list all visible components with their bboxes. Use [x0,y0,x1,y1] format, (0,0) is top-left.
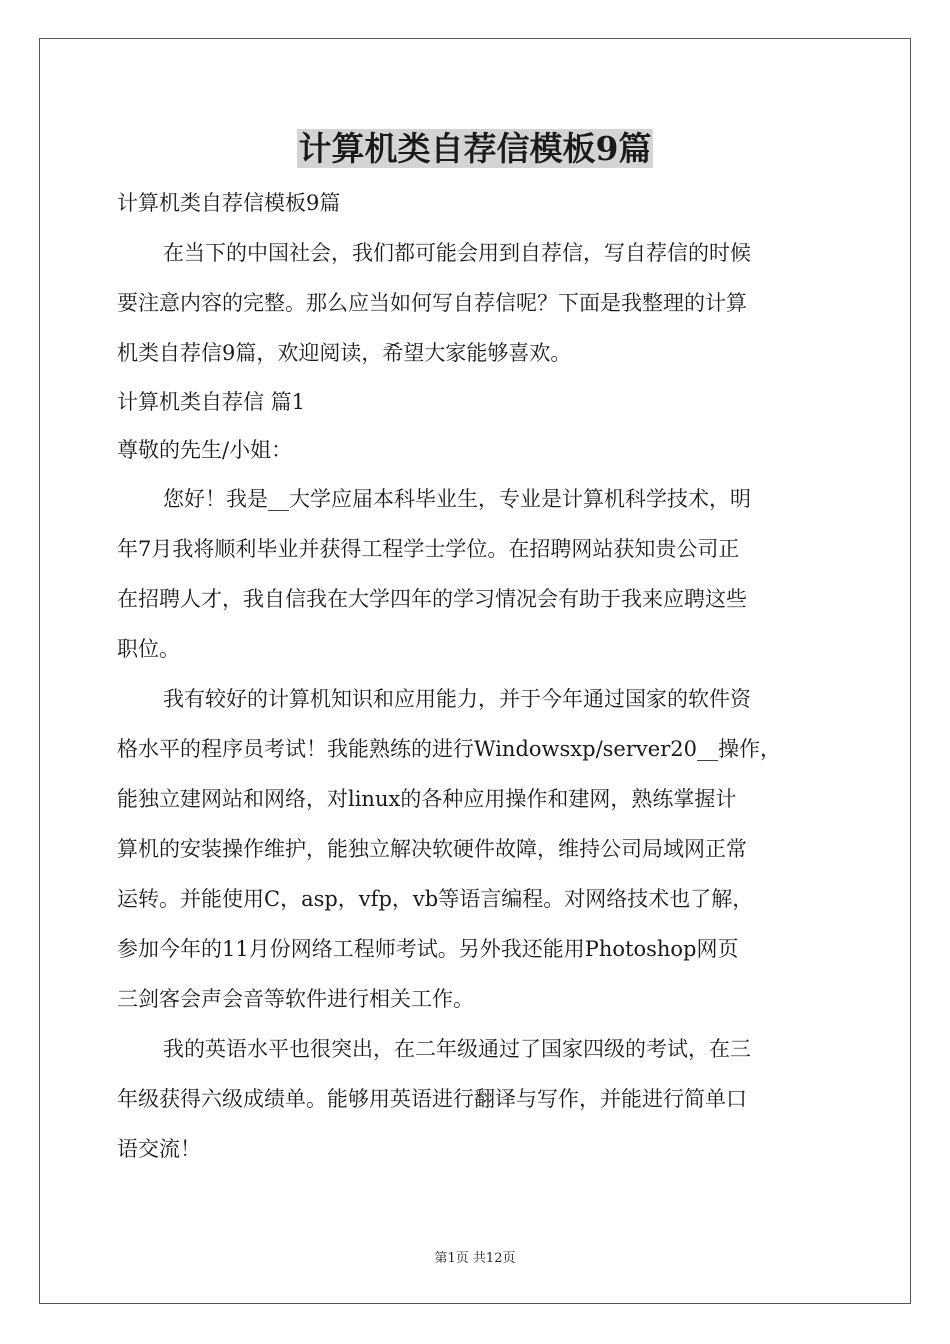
body-line: 在招聘人才，我自信我在大学四年的学习情况会有助于我来应聘这些 [117,587,747,611]
body-line: 我的英语水平也很突出，在二年级通过了国家四级的考试，在三 [163,1037,751,1061]
body-line: 算机的安装操作维护，能独立解决软硬件故障，维持公司局域网正常 [117,837,747,861]
body-line: 年7月我将顺利毕业并获得工程学士学位。在招聘网站获知贵公司正 [117,537,740,561]
body-line: 运转。并能使用C，asp，vfp，vb等语言编程。对网络技术也了解， [117,887,754,911]
subtitle-line: 计算机类自荐信模板9篇 [117,191,341,215]
body-line: 机类自荐信9篇，欢迎阅读，希望大家能够喜欢。 [117,341,572,365]
body-line: 语交流！ [117,1137,201,1161]
section-heading: 计算机类自荐信 篇1 [117,390,306,414]
document-body [117,178,835,1174]
body-line: 能独立建网站和网络，对linux的各种应用操作和建网，熟练掌握计 [117,787,737,811]
body-line: 要注意内容的完整。那么应当如何写自荐信呢？下面是我整理的计算 [117,291,747,315]
body-line: 年级获得六级成绩单。能够用英语进行翻译与写作，并能进行简单口 [117,1087,747,1111]
salutation-line: 尊敬的先生/小姐： [117,438,293,462]
body-line: 格水平的程序员考试！我能熟练的进行Windowsxp/server20__操作， [117,737,781,761]
body-line: 您好！我是__大学应届本科毕业生，专业是计算机科学技术，明 [163,487,751,511]
document-title [0,126,950,172]
body-line: 职位。 [117,637,180,661]
page-number-footer: 第1页 共12页 [434,1251,516,1266]
body-line: 参加今年的11月份网络工程师考试。另外我还能用Photoshop网页 [117,937,739,961]
body-line: 三剑客会声会音等软件进行相关工作。 [117,987,474,1011]
document-title-text: 计算机类自荐信模板9篇 [298,129,652,168]
body-line: 我有较好的计算机知识和应用能力，并于今年通过国家的软件资 [163,687,751,711]
body-line: 在当下的中国社会，我们都可能会用到自荐信，写自荐信的时候 [163,241,751,265]
